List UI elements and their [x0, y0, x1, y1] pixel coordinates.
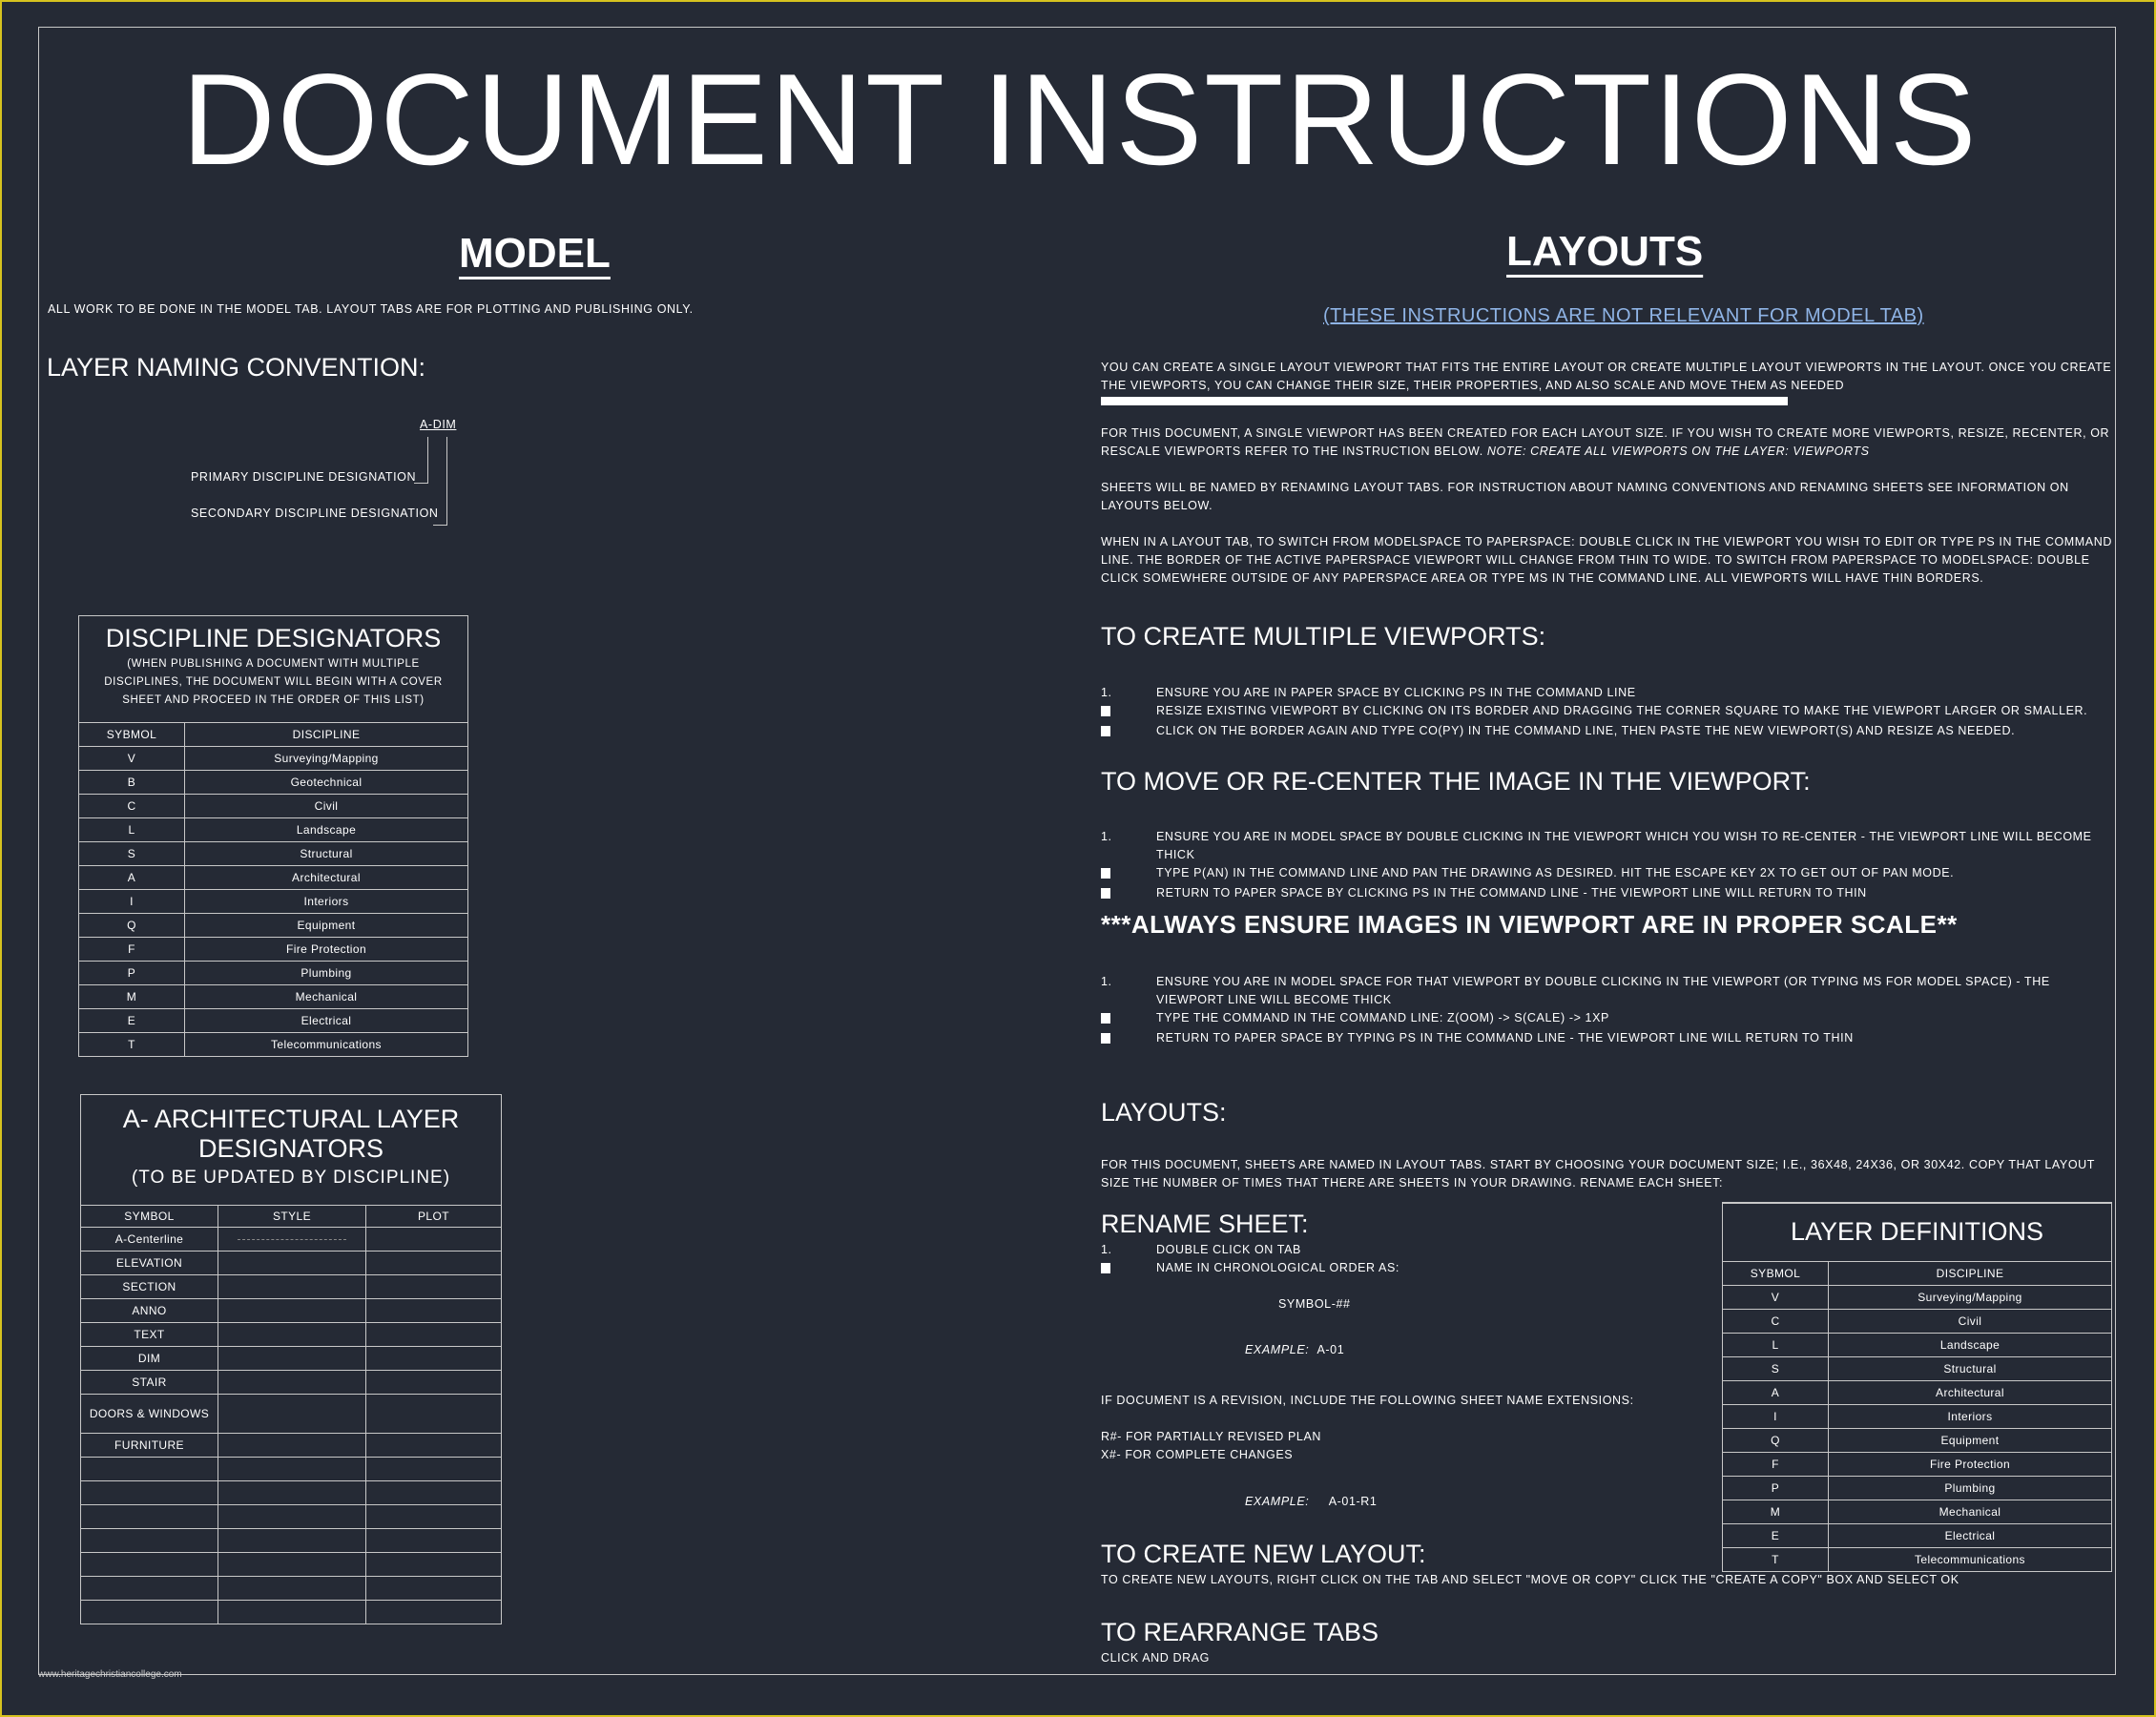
style-cell: [218, 1434, 366, 1458]
symbol-cell: P: [1723, 1477, 1829, 1500]
plot-cell: [366, 1323, 502, 1347]
table-row: [81, 1481, 502, 1505]
style-cell: [218, 1481, 366, 1505]
plot-cell: [366, 1275, 502, 1299]
table-row: [79, 842, 468, 866]
table-row: [81, 1275, 502, 1299]
step-marker: [1101, 1263, 1110, 1273]
highlight-bar: [1101, 397, 1788, 405]
table-row: [81, 1323, 502, 1347]
discipline-cell: Civil: [1829, 1310, 2112, 1334]
layer-naming-title: LAYER NAMING CONVENTION:: [47, 353, 426, 382]
step-text: ENSURE YOU ARE IN MODEL SPACE BY DOUBLE CLICKING IN THE VIEWPORT WHICH YOU WISH TO RE-CENTER - THE VIEWPORT LINE WILL BECOME THICK: [1156, 830, 2092, 861]
plot-cell: [366, 1347, 502, 1371]
table-row: [1723, 1310, 2112, 1334]
symbol-cell: [81, 1601, 218, 1624]
column-header: DISCIPLINE: [185, 723, 468, 747]
symbol-cell: L: [1723, 1334, 1829, 1357]
centerline-sample: [238, 1239, 346, 1240]
discipline-designators-header: [78, 615, 468, 722]
symbol-cell: E: [79, 1009, 185, 1033]
symbol-cell: [81, 1553, 218, 1577]
symbol-cell: F: [79, 938, 185, 962]
symbol-cell: M: [79, 985, 185, 1009]
discipline-cell: Structural: [185, 842, 468, 866]
table-row: [81, 1252, 502, 1275]
discipline-cell: Fire Protection: [185, 938, 468, 962]
symbol-cell: [81, 1458, 218, 1481]
table-row: [79, 1033, 468, 1057]
discipline-designators-note: (WHEN PUBLISHING A DOCUMENT WITH MULTIPLE DISCIPLINES, THE DOCUMENT WILL BEGIN WITH A COVER SHEET AND PROCEED IN THE ORDER OF THIS LIST): [104, 658, 443, 706]
rearrange-tabs-paragraph: CLICK AND DRAG: [1101, 1651, 1210, 1665]
symbol-cell: A: [1723, 1381, 1829, 1405]
table-row: [81, 1228, 502, 1252]
step-text: NAME IN CHRONOLOGICAL ORDER AS:: [1156, 1261, 1399, 1274]
discipline-cell: Surveying/Mapping: [1829, 1286, 2112, 1310]
discipline-cell: Architectural: [185, 866, 468, 890]
step-text: ENSURE YOU ARE IN MODEL SPACE FOR THAT VIEWPORT BY DOUBLE CLICKING IN THE VIEWPORT (OR TYPING MS FOR MODEL SPACE) - THE VIEWPORT LINE WILL BECOME THICK: [1156, 975, 2050, 1006]
discipline-cell: Civil: [185, 795, 468, 818]
table-row: [79, 747, 468, 771]
multiple-viewports-title: TO CREATE MULTIPLE VIEWPORTS:: [1101, 622, 1546, 651]
table-row: [79, 914, 468, 938]
revision-partial: R#- FOR PARTIALLY REVISED PLAN: [1101, 1430, 1322, 1443]
discipline-cell: Geotechnical: [185, 771, 468, 795]
discipline-cell: Plumbing: [1829, 1477, 2112, 1500]
table-row: [1723, 1453, 2112, 1477]
layer-definitions-table: [1722, 1261, 2112, 1572]
table-row: [1723, 1524, 2112, 1548]
discipline-cell: Plumbing: [185, 962, 468, 985]
symbol-cell: T: [79, 1033, 185, 1057]
table-row: [79, 795, 468, 818]
layouts-paragraph-2: [1101, 424, 2112, 461]
move-recenter-steps: [1101, 828, 2112, 904]
table-row: [79, 985, 468, 1009]
symbol-cell: C: [1723, 1310, 1829, 1334]
plot-cell: [366, 1553, 502, 1577]
table-row: [81, 1299, 502, 1323]
discipline-cell: Landscape: [185, 818, 468, 842]
table-row: [79, 818, 468, 842]
step-number: 1.: [1101, 975, 1112, 988]
style-cell: [218, 1371, 366, 1395]
table-row: [81, 1529, 502, 1553]
multiple-viewports-steps: [1101, 684, 2112, 742]
layouts-paragraph-4: WHEN IN A LAYOUT TAB, TO SWITCH FROM MODELSPACE TO PAPERSPACE: DOUBLE CLICK IN THE VIEWPORT YOU WISH TO EDIT OR TYPE PS IN THE COMMAND LINE. THE BORDER OF THE ACTIVE PAPERSPACE VIEWPORT WILL CHANGE FROM THIN TO WIDE. TO SWITCH FROM PAPERSPACE TO MODELSPACE: DOUBLE CLICK SOMEWHERE OUTSIDE OF ANY PAPERSPACE AREA OR TYPE MS IN THE COMMAND LINE. ALL VIEWPORTS WILL HAVE THIN BORDERS.: [1101, 535, 2112, 585]
discipline-cell: Mechanical: [1829, 1500, 2112, 1524]
revision-complete: X#- FOR COMPLETE CHANGES: [1101, 1448, 1294, 1461]
symbol-cell: T: [1723, 1548, 1829, 1572]
symbol-cell: E: [1723, 1524, 1829, 1548]
symbol-cell: SECTION: [81, 1275, 218, 1299]
plot-cell: [366, 1395, 502, 1434]
step-text: CLICK ON THE BORDER AGAIN AND TYPE CO(PY) IN THE COMMAND LINE, THEN PASTE THE NEW VIEWPORT(S) AND RESIZE AS NEEDED.: [1156, 724, 2016, 737]
table-row: [79, 771, 468, 795]
symbol-cell: ANNO: [81, 1299, 218, 1323]
example-label: EXAMPLE:: [1245, 1343, 1310, 1356]
plot-cell: [366, 1299, 502, 1323]
table-row: [81, 1347, 502, 1371]
style-cell: [218, 1577, 366, 1601]
symbol-cell: Q: [79, 914, 185, 938]
table-row: [79, 890, 468, 914]
column-header: DISCIPLINE: [1829, 1262, 2112, 1286]
discipline-designators-table: [78, 722, 468, 1057]
table-row: [1723, 1405, 2112, 1429]
symbol-cell: [81, 1481, 218, 1505]
plot-cell: [366, 1601, 502, 1624]
primary-label: PRIMARY DISCIPLINE DESIGNATION: [191, 470, 417, 484]
table-row: [1723, 1286, 2112, 1310]
layouts-section-paragraph: FOR THIS DOCUMENT, SHEETS ARE NAMED IN LAYOUT TABS. START BY CHOOSING YOUR DOCUMENT SIZE; I.E., 36X48, 24X36, OR 30X42. COPY THAT LAYOUT SIZE THE NUMBER OF TIMES THAT THERE ARE SHEETS IN YOUR DRAWING. RENAME EACH SHEET:: [1101, 1158, 2095, 1189]
style-cell: [218, 1323, 366, 1347]
style-cell: [218, 1347, 366, 1371]
style-cell: [218, 1275, 366, 1299]
table-row: [81, 1505, 502, 1529]
discipline-cell: Landscape: [1829, 1334, 2112, 1357]
step-text: ENSURE YOU ARE IN PAPER SPACE BY CLICKING PS IN THE COMMAND LINE: [1156, 686, 1636, 699]
new-layout-paragraph: TO CREATE NEW LAYOUTS, RIGHT CLICK ON THE TAB AND SELECT "MOVE OR COPY" CLICK THE "CREATE A COPY" BOX AND SELECT OK: [1101, 1573, 1959, 1586]
style-cell: [218, 1252, 366, 1275]
step-marker: [1101, 868, 1110, 879]
discipline-cell: Equipment: [1829, 1429, 2112, 1453]
plot-cell: [366, 1252, 502, 1275]
symbol-cell: I: [79, 890, 185, 914]
example-1: [1245, 1341, 1344, 1359]
scale-steps: [1101, 973, 2112, 1049]
rearrange-tabs-title: TO REARRANGE TABS: [1101, 1618, 1379, 1646]
table-row: [1723, 1548, 2112, 1572]
symbol-cell: DIM: [81, 1347, 218, 1371]
new-layout-title: TO CREATE NEW LAYOUT:: [1101, 1540, 1426, 1568]
example-2: [1245, 1493, 1377, 1511]
example-value: A-01: [1316, 1343, 1345, 1356]
step-text: DOUBLE CLICK ON TAB: [1156, 1243, 1301, 1256]
move-recenter-title: TO MOVE OR RE-CENTER THE IMAGE IN THE VIEWPORT:: [1101, 767, 1811, 796]
table-row: [79, 962, 468, 985]
plot-cell: [366, 1458, 502, 1481]
discipline-cell: Electrical: [1829, 1524, 2112, 1548]
discipline-cell: Interiors: [185, 890, 468, 914]
style-cell: [218, 1228, 366, 1252]
table-row: [81, 1553, 502, 1577]
arch-layer-header: [80, 1094, 502, 1205]
watermark: www.heritagechristiancollege.com: [38, 1669, 182, 1680]
symbol-cell: [81, 1577, 218, 1601]
style-cell: [218, 1601, 366, 1624]
layouts-paragraph-3: SHEETS WILL BE NAMED BY RENAMING LAYOUT TABS. FOR INSTRUCTION ABOUT NAMING CONVENTIONS AND RENAMING SHEETS SEE INFORMATION ON LAYOUTS BELOW.: [1101, 481, 2069, 512]
table-row: [79, 1009, 468, 1033]
table-row: [79, 866, 468, 890]
symbol-cell: [81, 1505, 218, 1529]
discipline-cell: Interiors: [1829, 1405, 2112, 1429]
symbol-cell: A-Centerline: [81, 1228, 218, 1252]
column-header: STYLE: [218, 1206, 366, 1228]
discipline-cell: Structural: [1829, 1357, 2112, 1381]
table-row: [79, 938, 468, 962]
symbol-cell: ELEVATION: [81, 1252, 218, 1275]
example-value: A-01-R1: [1328, 1495, 1378, 1508]
rename-sheet-title: RENAME SHEET:: [1101, 1210, 1309, 1238]
step-number: 1.: [1101, 686, 1112, 699]
symbol-cell: TEXT: [81, 1323, 218, 1347]
model-note: ALL WORK TO BE DONE IN THE MODEL TAB. LAYOUT TABS ARE FOR PLOTTING AND PUBLISHING ONLY.: [48, 302, 694, 316]
step-text: TYPE THE COMMAND IN THE COMMAND LINE: Z(OOM) -> S(CALE) -> 1XP: [1156, 1011, 1609, 1024]
arch-layer-title: A- ARCHITECTURAL LAYER DESIGNATORS: [122, 1105, 460, 1163]
table-row: [81, 1577, 502, 1601]
model-header: MODEL: [459, 230, 611, 277]
table-row: [1723, 1357, 2112, 1381]
table-row: [81, 1458, 502, 1481]
discipline-cell: Telecommunications: [1829, 1548, 2112, 1572]
drawing-sheet: [2, 2, 2154, 1715]
column-header: SYBMOL: [1723, 1262, 1829, 1286]
step-marker: [1101, 888, 1110, 899]
layer-definitions-title: LAYER DEFINITIONS: [1790, 1217, 2044, 1246]
discipline-designators-title: DISCIPLINE DESIGNATORS: [105, 624, 442, 652]
step-marker: [1101, 726, 1110, 736]
table-row: [1723, 1429, 2112, 1453]
symbol-cell: I: [1723, 1405, 1829, 1429]
symbol-cell: L: [79, 818, 185, 842]
column-header: SYMBOL: [81, 1206, 218, 1228]
style-cell: [218, 1395, 366, 1434]
plot-cell: [366, 1371, 502, 1395]
symbol-cell: M: [1723, 1500, 1829, 1524]
symbol-cell: S: [1723, 1357, 1829, 1381]
plot-cell: [366, 1481, 502, 1505]
plot-cell: [366, 1577, 502, 1601]
column-header: SYBMOL: [79, 723, 185, 747]
table-row: [81, 1371, 502, 1395]
step-marker: [1101, 1033, 1110, 1044]
discipline-cell: Architectural: [1829, 1381, 2112, 1405]
step-text: RETURN TO PAPER SPACE BY CLICKING PS IN THE COMMAND LINE - THE VIEWPORT LINE WILL RETURN TO THIN: [1156, 886, 1867, 900]
symbol-cell: V: [1723, 1286, 1829, 1310]
layouts-section-title: LAYOUTS:: [1101, 1098, 1227, 1127]
table-row: [1723, 1334, 2112, 1357]
column-header: PLOT: [366, 1206, 502, 1228]
primary-leader-line: [414, 437, 428, 484]
style-cell: [218, 1505, 366, 1529]
rename-sheet-steps: [1101, 1241, 1578, 1279]
naming-example: A-DIM: [420, 418, 457, 431]
symbol-cell: DOORS & WINDOWS: [81, 1395, 218, 1434]
discipline-cell: Fire Protection: [1829, 1453, 2112, 1477]
plot-cell: [366, 1228, 502, 1252]
symbol-cell: B: [79, 771, 185, 795]
table-row: [81, 1601, 502, 1624]
layouts-paragraph-2-text: FOR THIS DOCUMENT, A SINGLE VIEWPORT HAS BEEN CREATED FOR EACH LAYOUT SIZE. IF YOU WISH TO CREATE MORE VIEWPORTS, RESIZE, RECENTER, OR RESCALE VIEWPORTS REFER TO THE INSTRUCTION BELOW.: [1101, 426, 2110, 458]
scale-warning: ***ALWAYS ENSURE IMAGES IN VIEWPORT ARE IN PROPER SCALE**: [1101, 910, 1958, 939]
symbol-cell: P: [79, 962, 185, 985]
secondary-label: SECONDARY DISCIPLINE DESIGNATION: [191, 507, 439, 520]
layouts-header: LAYOUTS: [1506, 228, 1704, 275]
style-cell: [218, 1458, 366, 1481]
style-cell: [218, 1529, 366, 1553]
step-number: 1.: [1101, 830, 1112, 843]
plot-cell: [366, 1434, 502, 1458]
layer-definitions-header: [1722, 1202, 2112, 1261]
symbol-cell: FURNITURE: [81, 1434, 218, 1458]
arch-layer-subtitle: (TO BE UPDATED BY DISCIPLINE): [131, 1168, 451, 1188]
table-row: [1723, 1500, 2112, 1524]
table-row: [1723, 1381, 2112, 1405]
symbol-cell: V: [79, 747, 185, 771]
symbol-cell: A: [79, 866, 185, 890]
plot-cell: [366, 1529, 502, 1553]
symbol-cell: F: [1723, 1453, 1829, 1477]
step-text: TYPE P(AN) IN THE COMMAND LINE AND PAN THE DRAWING AS DESIRED. HIT THE ESCAPE KEY 2X TO GET OUT OF PAN MODE.: [1156, 866, 1955, 879]
symbol-cell: Q: [1723, 1429, 1829, 1453]
discipline-cell: Surveying/Mapping: [185, 747, 468, 771]
discipline-cell: Equipment: [185, 914, 468, 938]
discipline-cell: Telecommunications: [185, 1033, 468, 1057]
step-marker: [1101, 1013, 1110, 1024]
viewport-layer-note: NOTE: CREATE ALL VIEWPORTS ON THE LAYER: VIEWPORTS: [1486, 445, 1870, 458]
table-row: [1723, 1477, 2112, 1500]
symbol-cell: C: [79, 795, 185, 818]
page-title: DOCUMENT INSTRUCTIONS: [181, 47, 1979, 192]
plot-cell: [366, 1505, 502, 1529]
arch-layer-table: [80, 1205, 502, 1624]
revision-paragraph: IF DOCUMENT IS A REVISION, INCLUDE THE FOLLOWING SHEET NAME EXTENSIONS:: [1101, 1394, 1634, 1407]
style-cell: [218, 1553, 366, 1577]
style-cell: [218, 1299, 366, 1323]
symbol-format: SYMBOL-##: [1278, 1297, 1351, 1311]
step-number: 1.: [1101, 1243, 1112, 1256]
discipline-cell: Electrical: [185, 1009, 468, 1033]
example-label: EXAMPLE:: [1245, 1495, 1310, 1508]
step-text: RESIZE EXISTING VIEWPORT BY CLICKING ON ITS BORDER AND DRAGGING THE CORNER SQUARE TO MAKE THE VIEWPORT LARGER OR SMALLER.: [1156, 704, 2088, 717]
symbol-cell: STAIR: [81, 1371, 218, 1395]
layouts-paragraph-1: YOU CAN CREATE A SINGLE LAYOUT VIEWPORT THAT FITS THE ENTIRE LAYOUT OR CREATE MULTIPLE LAYOUT VIEWPORTS IN THE LAYOUT. ONCE YOU CREATE THE VIEWPORTS, YOU CAN CHANGE THEIR SIZE, THEIR PROPERTIES, AND ALSO SCALE AND MOVE THEM AS NEEDED: [1101, 361, 2112, 392]
table-row: [81, 1395, 502, 1434]
symbol-cell: S: [79, 842, 185, 866]
discipline-cell: Mechanical: [185, 985, 468, 1009]
model-tab-note-link[interactable]: (THESE INSTRUCTIONS ARE NOT RELEVANT FOR MODEL TAB): [1323, 305, 1924, 326]
table-row: [81, 1434, 502, 1458]
step-marker: [1101, 706, 1110, 716]
step-text: RETURN TO PAPER SPACE BY TYPING PS IN THE COMMAND LINE - THE VIEWPORT LINE WILL RETURN TO THIN: [1156, 1031, 1854, 1045]
symbol-cell: [81, 1529, 218, 1553]
